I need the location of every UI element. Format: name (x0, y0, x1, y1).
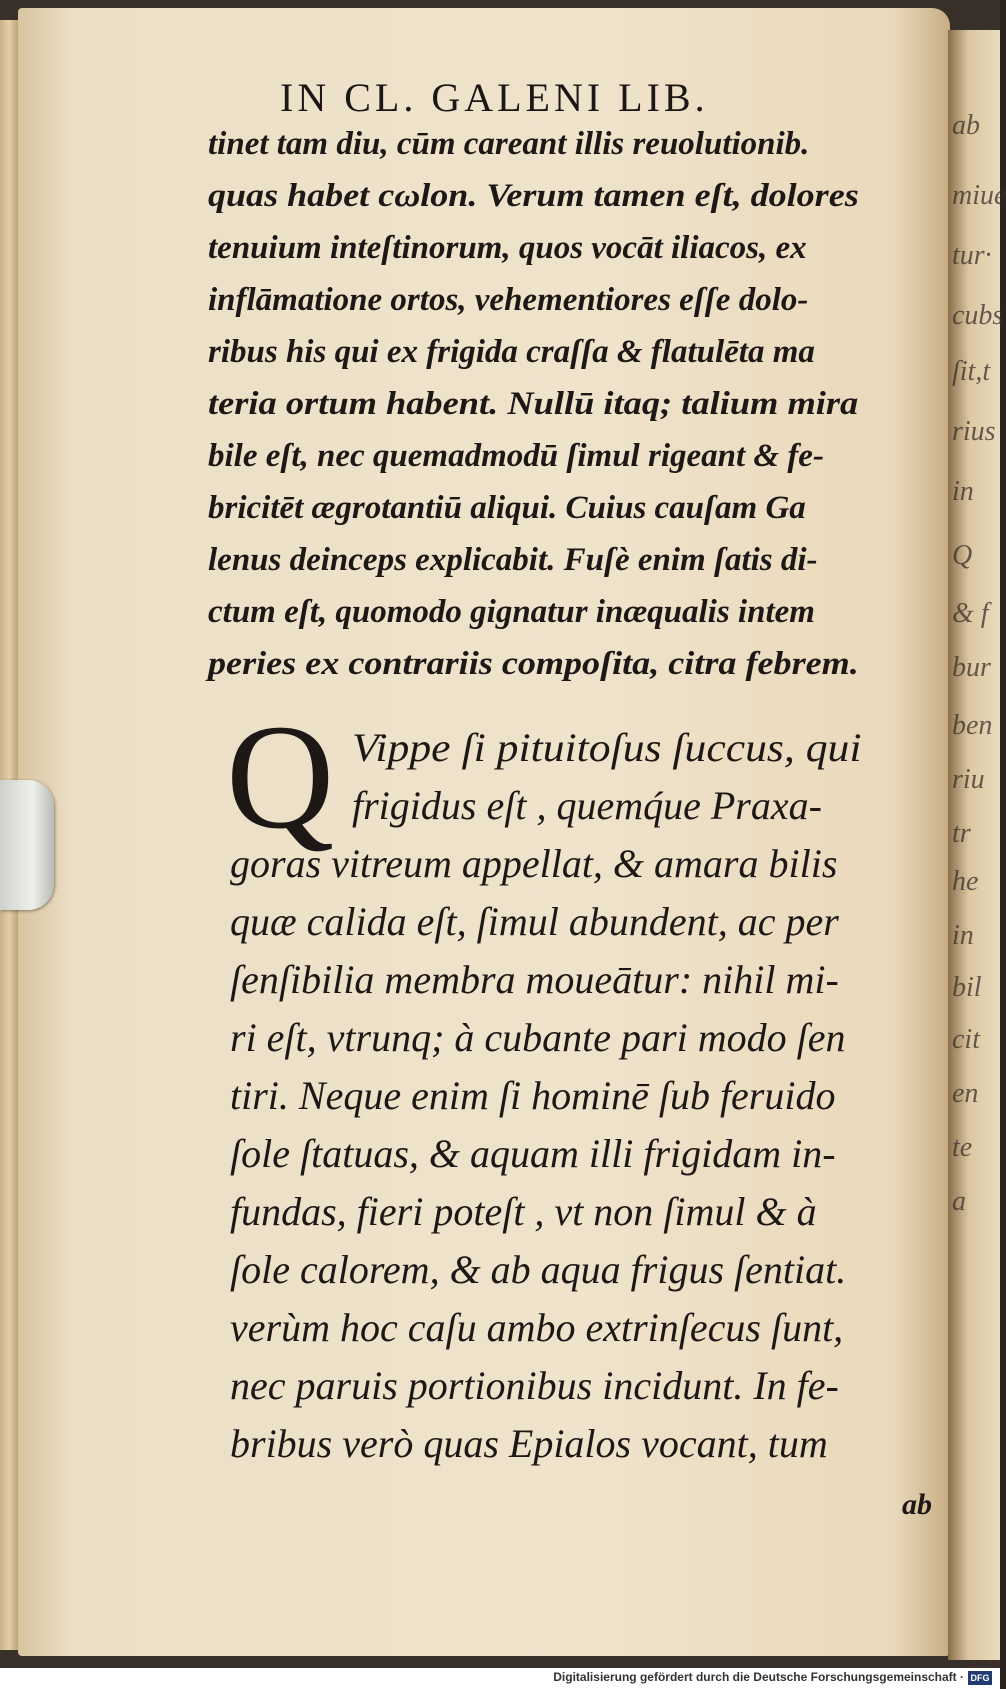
margin-fragment: en (952, 1078, 979, 1109)
margin-fragment: cit (952, 1024, 980, 1055)
lemma-line: ſenſibilia membra moueātur: nihil mi- (230, 957, 839, 1002)
commentary-line: bile eſt, nec quemadmodū ſimul rigeant & fe- (208, 438, 824, 474)
lemma-line: frigidus eſt , quemq́ue Praxa- (352, 783, 822, 828)
margin-fragment: te (952, 1132, 973, 1163)
dfg-logo: DFG (968, 1671, 992, 1685)
margin-fragment: & f (952, 598, 989, 629)
commentary-line: quas habet cωlon. Verum tamen eſt, dolores (208, 178, 859, 214)
margin-fragment: ſit,t (952, 356, 991, 387)
commentary-line: bricitēt ægrotantiū aliqui. Cuius cauſam Ga (208, 490, 806, 526)
margin-fragment: riu (952, 764, 985, 795)
margin-fragment: he (952, 866, 979, 897)
lemma-line: fundas, fieri poteſt , vt non ſimul & à (230, 1189, 817, 1234)
lemma-line: quæ calida eſt, ſimul abundent, ac per (230, 899, 839, 944)
margin-fragment: bil (952, 972, 982, 1003)
commentary-line: tinet tam diu, cūm careant illis reuolutionib. (208, 126, 810, 162)
digitization-footer (0, 1668, 1000, 1689)
commentary-line: ribus his qui ex frigida craſſa & flatulēta ma (208, 334, 815, 370)
commentary-line: peries ex contrariis compoſita, citra febrem. (208, 646, 859, 682)
margin-fragment: Q (952, 540, 973, 571)
lemma-line: verùm hoc caſu ambo extrinſecus ſunt, (230, 1305, 844, 1350)
lemma-line: ri eſt, vtrunq; à cubante pari modo ſen (230, 1015, 846, 1060)
lemma-line: Vippe ſi pituitoſus ſuccus, qui (352, 725, 862, 770)
lemma-line: goras vitreum appellat, & amara bilis (230, 841, 838, 886)
margin-fragment: cubs (952, 300, 1004, 331)
commentary-line: ctum eſt, quomodo gignatur inæqualis intem (208, 594, 815, 630)
commentary-line: lenus deinceps explicabit. Fuſè enim ſatis di- (208, 542, 818, 578)
margin-fragment: in (952, 920, 974, 951)
margin-fragment: in (952, 476, 974, 507)
margin-fragment: bur (952, 652, 991, 683)
lemma-line: ſole ſtatuas, & aquam illi frigidam in- (230, 1131, 836, 1176)
lemma-line: bribus verò quas Epialos vocant, tum (230, 1421, 828, 1466)
margin-fragment: tur· (952, 240, 992, 271)
margin-fragment: miue (952, 180, 1006, 211)
margin-fragment: ben (952, 710, 993, 741)
commentary-line: inflāmatione ortos, vehementiores eſſe dolo- (208, 282, 809, 318)
margin-fragment: tr (952, 818, 971, 849)
running-head: IN CL. GALENI LIB. (280, 75, 709, 120)
lemma-line: tiri. Neque enim ſi hominē ſub feruido (230, 1073, 836, 1118)
funding-notice: Digitalisierung gefördert durch die Deutsche Forschungsgemeinschaft · (553, 1670, 964, 1684)
drop-cap-initial: Q (226, 694, 335, 860)
margin-fragment: a (952, 1186, 966, 1217)
lemma-line: nec paruis portionibus incidunt. In fe- (230, 1363, 839, 1408)
commentary-line: teria ortum habent. Nullū itaq; talium mira (208, 386, 859, 422)
lemma-line: ſole calorem, & ab aqua frigus ſentiat. (230, 1247, 847, 1292)
commentary-line: tenuium inteſtinorum, quos vocāt iliacos, ex (208, 230, 807, 266)
page-clip (0, 780, 54, 910)
margin-fragment: ab (952, 110, 980, 141)
margin-fragment: rius (952, 416, 996, 447)
catchword: ab (902, 1488, 932, 1521)
